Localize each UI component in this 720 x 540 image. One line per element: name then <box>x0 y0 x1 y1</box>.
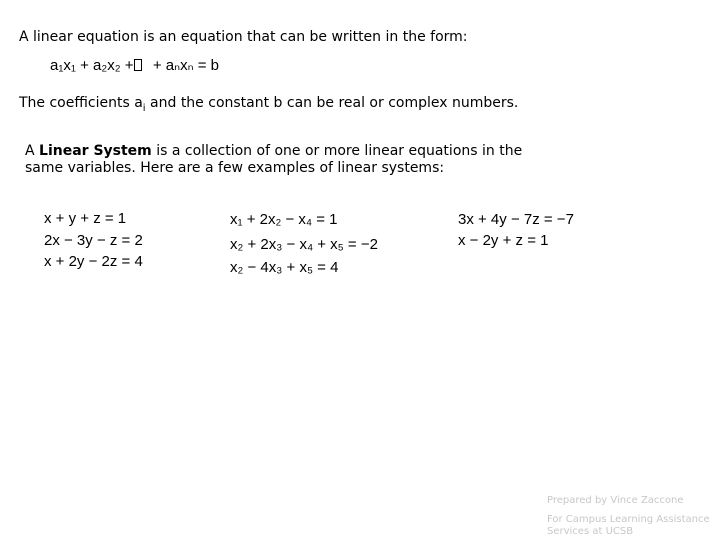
system1-equation: x + y + z = 1 <box>44 210 127 227</box>
definition-rest: is a collection of one or more linear equations in the <box>151 143 523 159</box>
system3-equation: 3x + 4y − 7z = −7 <box>458 211 574 228</box>
system1-equation: x + 2y − 2z = 4 <box>44 253 143 270</box>
system2-equation: x₂ + 2x₃ − x₄ + x₅ = −2 <box>230 236 378 253</box>
footer-prepared-by: Prepared by Vince Zaccone <box>547 495 684 506</box>
coefficients-text-end: and the constant b can be real or complex numbers. <box>145 95 519 111</box>
linear-system-definition-line2: same variables. Here are a few examples of linear systems: <box>25 160 445 176</box>
form-left-terms: a₁x₁ + a₂x₂ + <box>50 57 134 74</box>
system1-equation: 2x − 3y − z = 2 <box>44 232 143 249</box>
linear-system-term: Linear System <box>39 143 152 159</box>
footer-affiliation-line2: Services at UCSB <box>547 526 634 537</box>
coefficients-text <box>19 94 518 118</box>
definition-prefix: A <box>25 143 40 159</box>
form-right-terms: + aₙxₙ = b <box>152 57 219 74</box>
system2-equation: x₁ + 2x₂ − x₄ = 1 <box>230 211 338 228</box>
system2-equation: x₂ − 4x₃ + x₅ = 4 <box>230 259 339 276</box>
coefficients-text-start: The coefficients a <box>19 95 143 111</box>
coefficient-subscript: i <box>142 102 146 114</box>
footer-affiliation-line1: For Campus Learning Assistance <box>547 514 710 525</box>
system3-equation: x − 2y + z = 1 <box>458 232 549 249</box>
linear-system-definition <box>25 142 522 160</box>
ellipsis-box-icon <box>134 59 142 71</box>
intro-text: A linear equation is an equation that can be written in the form: <box>19 29 468 45</box>
general-form-equation <box>50 56 219 74</box>
